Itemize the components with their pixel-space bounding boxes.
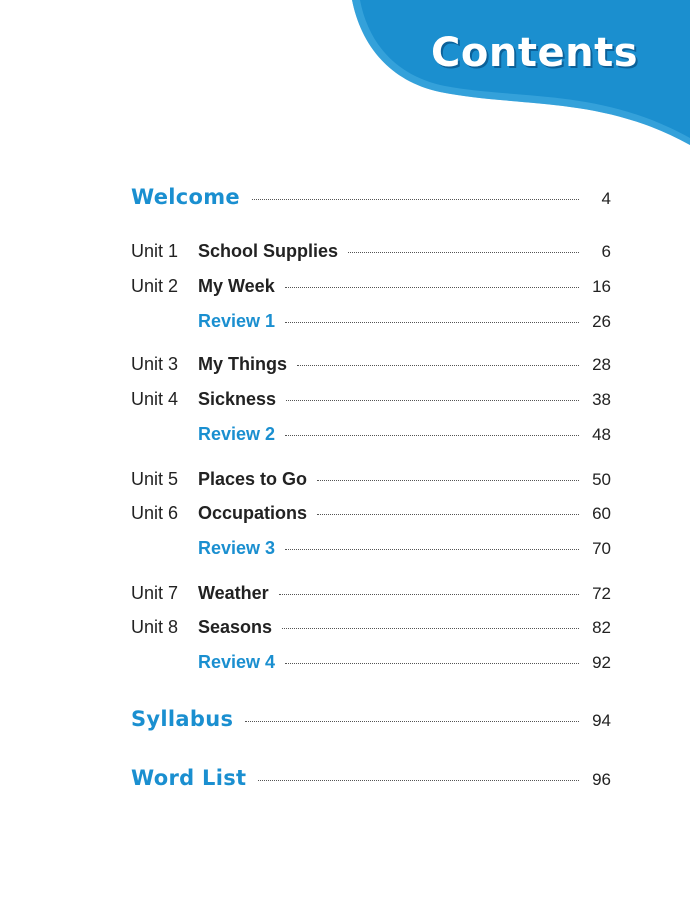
page-number: 28 — [592, 355, 611, 374]
page-number: 4 — [601, 189, 611, 208]
toc-row-unit-7[interactable] — [131, 578, 611, 608]
toc-row-unit-1[interactable] — [131, 236, 611, 266]
dotted-leader — [317, 480, 579, 481]
page-number: 26 — [592, 312, 611, 331]
unit-label: Unit 7 — [131, 583, 179, 603]
toc-entry-title: Word List — [131, 766, 247, 790]
page-number: 72 — [592, 584, 611, 603]
page-number: 94 — [592, 711, 611, 730]
dotted-leader — [297, 365, 579, 366]
page-number: 38 — [592, 390, 611, 409]
toc-row-unit-6[interactable] — [131, 498, 611, 528]
dotted-leader — [245, 721, 579, 722]
unit-label: Unit 4 — [131, 389, 179, 409]
page-number: 60 — [592, 504, 611, 523]
toc-row-unit-2[interactable] — [131, 271, 611, 301]
dotted-leader — [252, 199, 579, 200]
page-number: 16 — [592, 277, 611, 296]
page-number: 6 — [601, 242, 611, 261]
page-number: 92 — [592, 653, 611, 672]
toc-row-welcome[interactable] — [131, 183, 611, 213]
page-number: 50 — [592, 470, 611, 489]
toc-entry-title: Occupations — [198, 503, 308, 523]
toc-entry-title: Syllabus — [131, 707, 234, 731]
page-number: 48 — [592, 425, 611, 444]
page-number: 82 — [592, 618, 611, 637]
page-number: 70 — [592, 539, 611, 558]
dotted-leader — [285, 287, 579, 288]
page-title: Contents — [431, 30, 638, 76]
toc-entry-title: My Things — [198, 354, 287, 374]
unit-label: Unit 6 — [131, 503, 179, 523]
toc-entry-title: Sickness — [198, 389, 277, 409]
toc-row-unit-3[interactable] — [131, 349, 611, 379]
dotted-leader — [282, 628, 579, 629]
toc-entry-title: My Week — [198, 276, 275, 296]
unit-label: Unit 3 — [131, 354, 179, 374]
toc-entry-title: Review 2 — [198, 424, 276, 444]
toc-entry-title: Review 4 — [198, 652, 276, 672]
dotted-leader — [317, 514, 579, 515]
toc-row-unit-8[interactable] — [131, 612, 611, 642]
toc-entry-title: Weather — [198, 583, 269, 603]
toc-row-review-2[interactable] — [131, 419, 611, 449]
dotted-leader — [285, 549, 579, 550]
toc-row-syllabus[interactable] — [131, 705, 611, 735]
toc-row-word-list[interactable] — [131, 764, 611, 794]
unit-label: Unit 8 — [131, 617, 179, 637]
dotted-leader — [258, 780, 579, 781]
toc-entry-title: School Supplies — [198, 241, 339, 261]
toc-row-review-4[interactable] — [131, 647, 611, 677]
toc-row-unit-4[interactable] — [131, 384, 611, 414]
toc-entry-title: Review 1 — [198, 311, 276, 331]
page-number: 96 — [592, 770, 611, 789]
toc-entry-title: Review 3 — [198, 538, 276, 558]
toc-row-review-3[interactable] — [131, 533, 611, 563]
dotted-leader — [286, 400, 579, 401]
toc-row-unit-5[interactable] — [131, 464, 611, 494]
dotted-leader — [285, 322, 579, 323]
dotted-leader — [279, 594, 579, 595]
toc-entry-title: Places to Go — [198, 469, 308, 489]
unit-label: Unit 1 — [131, 241, 179, 261]
unit-label: Unit 2 — [131, 276, 179, 296]
toc-entry-title: Seasons — [198, 617, 273, 637]
dotted-leader — [285, 435, 579, 436]
unit-label: Unit 5 — [131, 469, 179, 489]
dotted-leader — [348, 252, 579, 253]
toc-row-review-1[interactable] — [131, 306, 611, 336]
dotted-leader — [285, 663, 579, 664]
toc-entry-title: Welcome — [131, 185, 240, 209]
